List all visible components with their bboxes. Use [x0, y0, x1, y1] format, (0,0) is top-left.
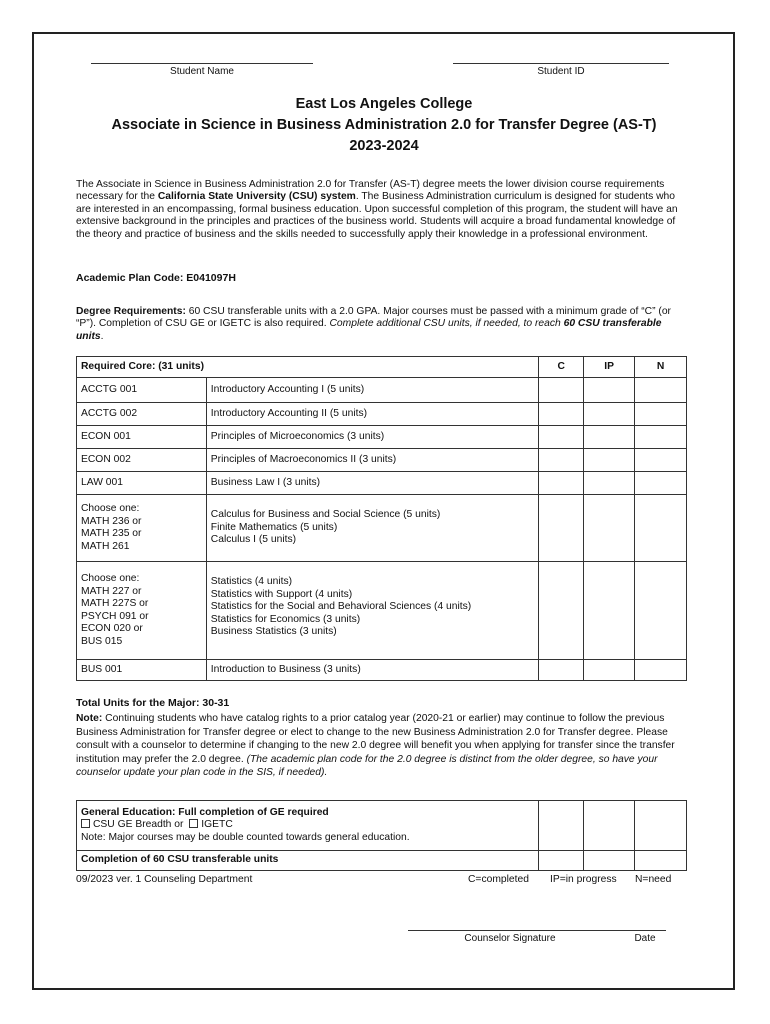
- course-title: Principles of Macroeconomics II (3 units): [206, 449, 538, 472]
- checkbox-cell[interactable]: [635, 495, 687, 562]
- col-in-progress: IP: [584, 357, 635, 378]
- checkbox-cell[interactable]: [539, 851, 584, 871]
- general-education-table: [76, 800, 687, 871]
- checkbox-cell[interactable]: [539, 403, 584, 426]
- checkbox-cell[interactable]: [539, 562, 584, 660]
- igetc-checkbox[interactable]: [189, 819, 198, 828]
- checkbox-cell[interactable]: [635, 449, 687, 472]
- checkbox-cell[interactable]: [539, 801, 584, 851]
- col-need: N: [635, 357, 687, 378]
- continuing-students-note: Note: Continuing students who have catalog rights to a prior catalog year (2020-21 or earlier) may continue to follow the previous Business Administration for Transfer degree or elect to change to the new Business Administration 2.0 for Transfer degree. Please consult with a counselor to determine if changing to the new 2.0 degree will benefit you when applying for transfer since the transfer institution may prefer the 2.0 degree. (The academic plan code for the 2.0 degree is distinct from the older degree, so have your counselor update your plan code in the SIS, if needed).: [76, 713, 675, 779]
- course-title: Introduction to Business (3 units): [206, 660, 538, 681]
- course-title: Principles of Microeconomics (3 units): [206, 426, 538, 449]
- ge-title: General Education: Full completion of GE required: [81, 806, 329, 818]
- checkbox-cell[interactable]: [635, 562, 687, 660]
- table-row: [77, 378, 687, 403]
- completion-label: Completion of 60 CSU transferable units: [77, 851, 539, 871]
- ge-note: Note: Major courses may be double counted towards general education.: [81, 831, 410, 843]
- course-code: ACCTG 002: [77, 403, 207, 426]
- checkbox-cell[interactable]: [584, 378, 635, 403]
- table-row: [77, 660, 687, 681]
- course-title-group: Calculus for Business and Social Science (5 units) Finite Mathematics (5 units) Calculus I (5 units): [206, 495, 538, 562]
- checkbox-cell[interactable]: [539, 495, 584, 562]
- table-row: [77, 449, 687, 472]
- intro-paragraph: The Associate in Science in Business Administration 2.0 for Transfer (AS-T) degree meets the lower division course requirements necessary for the California State University (CSU) system. The Business Administration curriculum is designed for students who are interested in an encompassing, formal business education. Upon successful completion of this program, the student will have an extensive background in the principles and practices of the business world. Students will acquire a broad fundamental knowledge of the theory and practice of business and the skills needed to successfully apply their knowledge in a professional environment.: [76, 179, 678, 240]
- checkbox-cell[interactable]: [584, 449, 635, 472]
- checkbox-cell[interactable]: [584, 801, 635, 851]
- footer-version: 09/2023 ver. 1 Counseling Department: [76, 874, 253, 885]
- checkbox-cell[interactable]: [584, 472, 635, 495]
- total-units: Total Units for the Major: 30-31: [76, 697, 230, 709]
- date-label: Date: [634, 933, 656, 944]
- student-id-line: [453, 63, 669, 64]
- course-title: Introductory Accounting II (5 units): [206, 403, 538, 426]
- course-code: BUS 001: [77, 660, 207, 681]
- checkbox-cell[interactable]: [635, 472, 687, 495]
- ge-options: CSU GE Breadth or IGETC: [81, 819, 534, 832]
- course-title: Business Law I (3 units): [206, 472, 538, 495]
- checkbox-cell[interactable]: [635, 378, 687, 403]
- course-code-group: Choose one: MATH 236 or MATH 235 or MATH 261: [77, 495, 207, 562]
- checkbox-cell[interactable]: [584, 495, 635, 562]
- year-title: 2023-2024: [349, 138, 419, 154]
- checkbox-cell[interactable]: [539, 449, 584, 472]
- checkbox-cell[interactable]: [584, 403, 635, 426]
- course-code: ECON 002: [77, 449, 207, 472]
- course-code: ECON 001: [77, 426, 207, 449]
- required-core-table: [76, 356, 687, 681]
- core-header: Required Core: (31 units): [77, 357, 539, 378]
- checkbox-cell[interactable]: [584, 562, 635, 660]
- legend-need: N=need: [635, 874, 672, 885]
- academic-plan-code: Academic Plan Code: E041097H: [76, 272, 236, 284]
- student-name-line: [91, 63, 313, 64]
- checkbox-cell[interactable]: [635, 660, 687, 681]
- course-code: ACCTG 001: [77, 378, 207, 403]
- course-title-group: Statistics (4 units) Statistics with Support (4 units) Statistics for the Social and Behavioral Sciences (4 units) Statistics for Economics (3 units) Business Statistics (3 units): [206, 562, 538, 660]
- course-title: Introductory Accounting I (5 units): [206, 378, 538, 403]
- core-header-row: [77, 357, 687, 378]
- checkbox-cell[interactable]: [635, 801, 687, 851]
- checkbox-cell[interactable]: [539, 660, 584, 681]
- checkbox-cell[interactable]: [584, 660, 635, 681]
- table-row: [77, 472, 687, 495]
- ge-row: [77, 801, 687, 851]
- legend-in-progress: IP=in progress: [550, 874, 617, 885]
- degree-requirements: Degree Requirements: 60 CSU transferable units with a 2.0 GPA. Major courses must be passed with a minimum grade of “C” (or “P”). Completion of CSU GE or IGETC is also required. Complete additional CSU units, if needed, to reach 60 CSU transferable units.: [76, 306, 671, 342]
- table-row: [77, 426, 687, 449]
- counselor-signature-label: Counselor Signature: [464, 933, 556, 944]
- table-row: [77, 403, 687, 426]
- checkbox-cell[interactable]: [584, 426, 635, 449]
- course-code: LAW 001: [77, 472, 207, 495]
- table-row: [77, 495, 687, 562]
- col-completed: C: [539, 357, 584, 378]
- student-id-label: Student ID: [537, 66, 585, 77]
- course-code-group: Choose one: MATH 227 or MATH 227S or PSYCH 091 or ECON 020 or BUS 015: [77, 562, 207, 660]
- degree-title: Associate in Science in Business Administration 2.0 for Transfer Degree (AS-T): [111, 117, 657, 133]
- legend-completed: C=completed: [468, 874, 529, 885]
- checkbox-cell[interactable]: [539, 378, 584, 403]
- csu-ge-checkbox[interactable]: [81, 819, 90, 828]
- checkbox-cell[interactable]: [635, 426, 687, 449]
- checkbox-cell[interactable]: [635, 403, 687, 426]
- checkbox-cell[interactable]: [584, 851, 635, 871]
- counselor-signature-line: [408, 930, 666, 931]
- checkbox-cell[interactable]: [635, 851, 687, 871]
- checkbox-cell[interactable]: [539, 472, 584, 495]
- ge-cell: [77, 801, 539, 851]
- completion-row: [77, 851, 687, 871]
- college-title: East Los Angeles College: [295, 96, 473, 112]
- student-name-label: Student Name: [170, 66, 234, 77]
- checkbox-cell[interactable]: [539, 426, 584, 449]
- table-row: [77, 562, 687, 660]
